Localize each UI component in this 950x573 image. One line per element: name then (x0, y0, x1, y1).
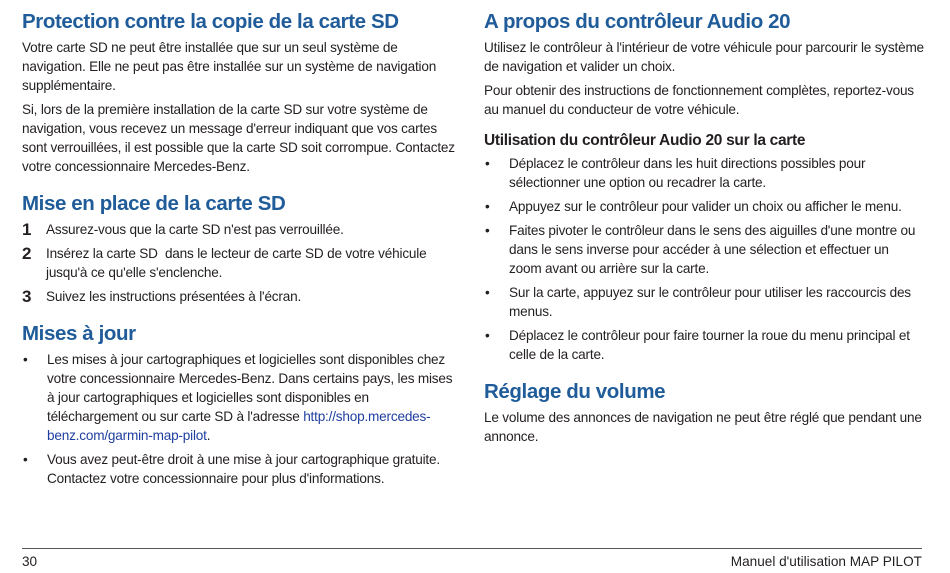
bullet-icon: • (485, 223, 490, 238)
updates-list (22, 350, 462, 488)
bullet-icon: • (23, 352, 28, 367)
step-number: 1 (22, 220, 32, 239)
step-text: Assurez-vous que la carte SD n'est pas verrouillée. (46, 222, 344, 237)
bullet-icon: • (485, 156, 490, 171)
bullet-icon: • (485, 328, 490, 343)
step-item (22, 287, 462, 306)
list-item-text: Appuyez sur le contrôleur pour valider un choix ou afficher le menu. (509, 199, 902, 214)
updates-heading: Mises à jour (22, 322, 136, 345)
bullet-icon: • (23, 452, 28, 467)
step-text: Insérez la carte SD dans le lecteur de carte SD de votre véhicule jusqu'à ce qu'elle s'enclenche. (46, 246, 431, 280)
updates-item-text: Les mises à jour cartographiques et logicielles sont disponibles chez votre concessionnaire Mercedes-Benz. Dans certains pays, les mises à jour cartographiques et logicielles sont disponibles en téléchargement ou sur carte SD à l'adresse (47, 352, 453, 424)
step-number: 2 (22, 244, 32, 263)
audio20-section (484, 10, 924, 119)
step-item (22, 244, 462, 282)
list-item (484, 283, 924, 321)
sd-protection-paragraph-1: Votre carte SD ne peut être installée que sur un seul système de navigation. Elle ne peut pas être installée sur un système de navigation supplémentaire. (22, 40, 437, 93)
step-text: Suivez les instructions présentées à l'écran. (46, 289, 302, 304)
updates-section (22, 322, 462, 488)
list-item-text: Déplacez le contrôleur pour faire tourner la roue du menu principal et celle de la carte. (509, 328, 910, 362)
bullet-icon: • (485, 285, 490, 300)
audio20-map-heading: Utilisation du contrôleur Audio 20 sur la carte (484, 132, 806, 149)
list-item (22, 350, 462, 445)
audio20-heading: A propos du contrôleur Audio 20 (484, 10, 791, 33)
sd-setup-section (22, 192, 462, 306)
sd-protection-paragraph-2: Si, lors de la première installation de la carte SD sur votre système de navigation, vous recevez un message d'erreur indiquant que vos cartes sont verrouillées, il est possible que la carte SD soit corrompue. Contactez votre concessionnaire Mercedes-Benz. (22, 102, 455, 174)
page-number: 30 (22, 554, 38, 569)
audio20-map-section (484, 131, 924, 364)
list-item (484, 221, 924, 278)
sd-setup-steps (22, 220, 462, 306)
sd-protection-section (22, 10, 462, 176)
step-number: 3 (22, 287, 32, 306)
garmin-map-pilot-link[interactable]: http://shop.mercedes-benz.com/garmin-map-pilot (47, 409, 431, 443)
audio20-map-list (484, 154, 924, 364)
audio20-paragraph-1: Utilisez le contrôleur à l'intérieur de votre véhicule pour parcourir le système de navigation et valider un choix. (484, 40, 924, 74)
sd-protection-heading: Protection contre la copie de la carte SD (22, 10, 399, 33)
list-item-text: Sur la carte, appuyez sur le contrôleur pour utiliser les raccourcis des menus. (509, 285, 911, 319)
list-item (22, 450, 462, 488)
footer-divider (22, 548, 922, 549)
right-column (484, 10, 924, 462)
sd-setup-heading: Mise en place de la carte SD (22, 192, 286, 215)
volume-heading: Réglage du volume (484, 380, 666, 403)
updates-item-text: Vous avez peut-être droit à une mise à jour cartographique gratuite. Contactez votre concessionnaire pour plus d'informations. (47, 452, 440, 486)
volume-section (484, 380, 924, 446)
list-item-text: Faites pivoter le contrôleur dans le sens des aiguilles d'une montre ou dans le sens inverse pour accéder à une sélection et effectuer un zoom avant ou arrière sur la carte. (509, 223, 916, 276)
manual-title: Manuel d'utilisation MAP PILOT (730, 554, 922, 569)
volume-paragraph: Le volume des annonces de navigation ne peut être réglé que pendant une annonce. (484, 410, 922, 444)
list-item (484, 154, 924, 192)
list-item-text: Déplacez le contrôleur dans les huit directions possibles pour sélectionner une option ou recadrer la carte. (509, 156, 866, 190)
bullet-icon: • (485, 199, 490, 214)
audio20-paragraph-2: Pour obtenir des instructions de fonctionnement complètes, reportez-vous au manuel du conducteur de votre véhicule. (484, 83, 914, 117)
step-item (22, 220, 462, 239)
list-item (484, 326, 924, 364)
left-column (22, 10, 462, 504)
updates-item-suffix: . (206, 428, 211, 443)
list-item (484, 197, 924, 216)
